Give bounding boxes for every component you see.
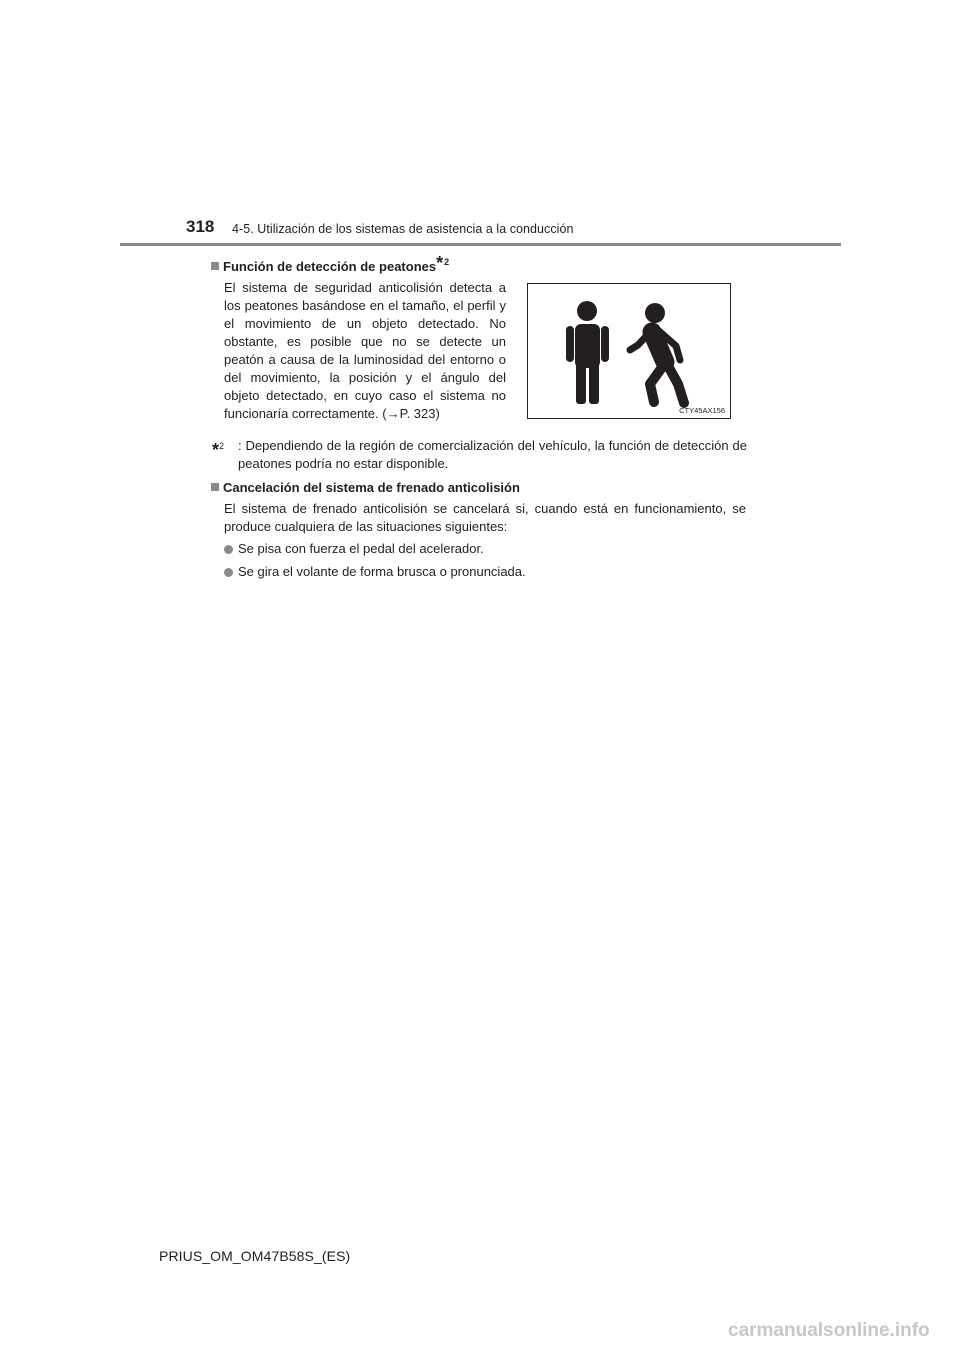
arrow-right-icon: → <box>386 406 400 421</box>
footnote-star-icon: * <box>436 253 444 273</box>
pedestrian-illustration <box>527 283 731 419</box>
footnote-number: 2 <box>219 441 225 451</box>
chapter-title: 4-5. Utilización de los sistemas de asistencia a la conducción <box>232 222 574 236</box>
heading-text: Cancelación del sistema de frenado anticolisión <box>223 480 520 495</box>
heading-text: Función de detección de peatones <box>223 259 437 274</box>
header-divider <box>120 243 841 246</box>
bullet-dot-icon <box>224 545 233 554</box>
section-heading-cancel <box>211 480 520 496</box>
footnote-ref-number: 2 <box>444 257 450 267</box>
bullet-dot-icon <box>224 568 233 577</box>
footnote-star-icon: * <box>212 440 220 460</box>
figure-code: CTY45AX156 <box>679 406 725 415</box>
section-square-icon <box>211 483 219 491</box>
pedestrian-description <box>224 279 506 423</box>
section-heading-pedestrian <box>211 254 449 275</box>
footnote-marker <box>212 437 224 460</box>
pedestrian-body-text: El sistema de seguridad anticolisión detecta a los peatones basándose en el tamaño, el perfil y el movimiento de un objeto detectado. No obstante, es posible que no se detecte un peatón a causa de la luminosidad del entorno o del movimiento, la posición y el ángulo del objeto detectado, en cuyo caso el sistema no funcionaría correctamente. ( <box>224 280 506 421</box>
list-item-text: Se gira el volante de forma brusca o pronunciada. <box>238 564 526 579</box>
footnote <box>212 437 747 473</box>
footnote-text: : Dependiendo de la región de comercialización del vehículo, la función de detección de peatones podría no estar disponible. <box>238 438 747 471</box>
document-code: PRIUS_OM_OM47B58S_(ES) <box>159 1248 351 1264</box>
pedestrian-figures-icon <box>528 284 730 418</box>
page-number: 318 <box>186 217 215 236</box>
section-square-icon <box>211 262 219 270</box>
list-item-text: Se pisa con fuerza el pedal del acelerador. <box>238 541 484 556</box>
watermark: carmanualsonline.info <box>728 1320 930 1341</box>
list-item <box>224 540 484 558</box>
cancel-description: El sistema de frenado anticolisión se cancelará si, cuando está en funcionamiento, se produce cualquiera de las situaciones siguientes: <box>224 501 746 534</box>
page-reference: P. 323) <box>399 406 440 421</box>
list-item <box>224 563 526 581</box>
